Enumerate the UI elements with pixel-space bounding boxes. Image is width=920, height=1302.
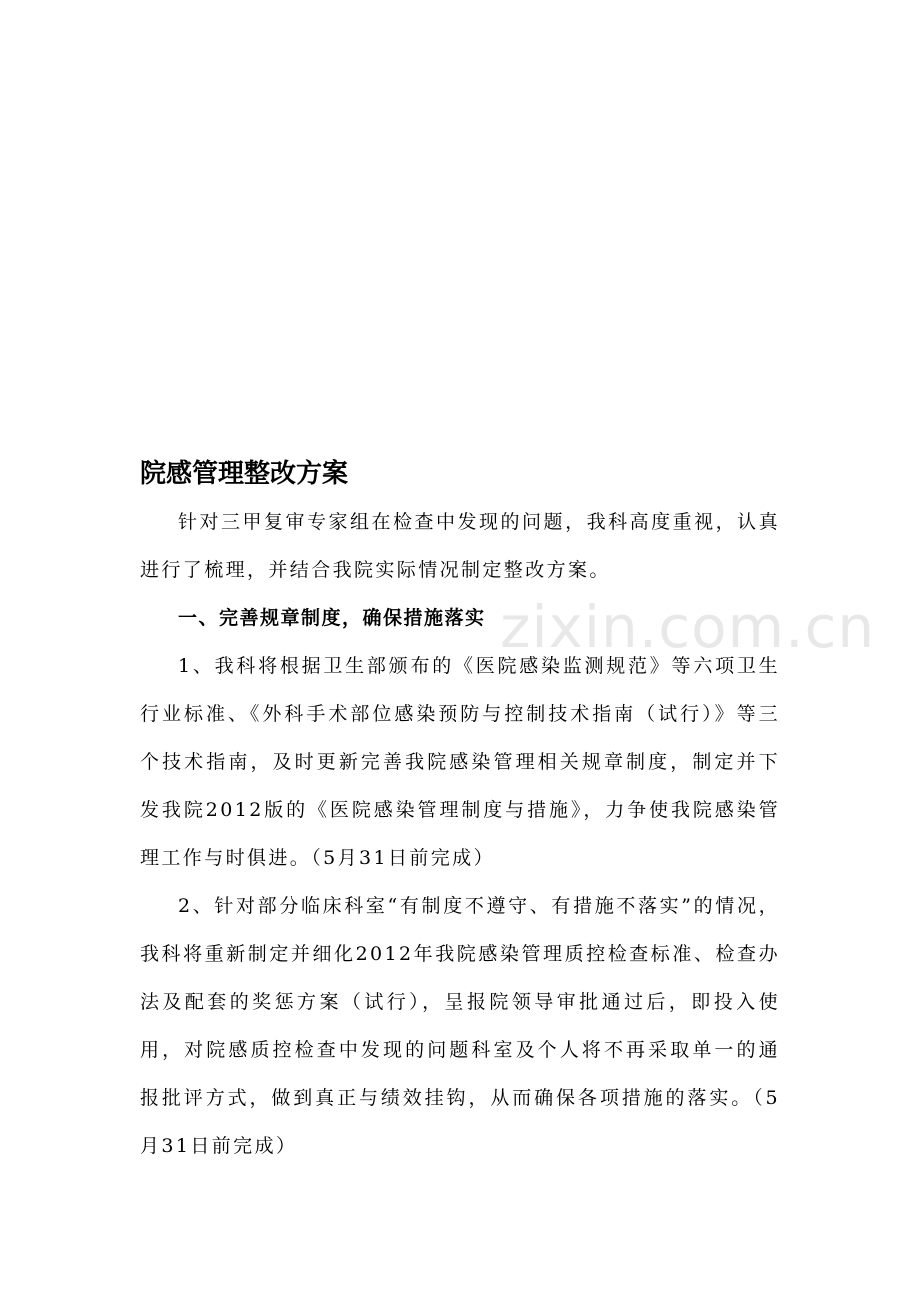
section-1-heading: 一、完善规章制度，确保措施落实 [178, 607, 486, 629]
document-title: 院感管理整改方案 [140, 459, 349, 489]
watermark: zixin.com.cn [500, 593, 876, 661]
item-1-paragraph: 1、我科将根据卫生部颁布的《医院感染监测规范》等六项卫生行业标准、《外科手术部位感染预防与控制技术指南（试行）》等三个技术指南，及时更新完善我院感染管理相关规章制度，制定并下发我院2012版的《医院感染管理制度与措施》，力争使我院感染管理工作与时俱进。（5月31日前完成） [140, 655, 780, 869]
intro-paragraph: 针对三甲复审专家组在检查中发现的问题，我科高度重视，认真进行了梳理，并结合我院实际情况制定整改方案。 [140, 511, 780, 581]
document-body [140, 450, 780, 1170]
item-2-paragraph: 2、针对部分临床科室“有制度不遵守、有措施不落实”的情况，我科将重新制定并细化2012年我院感染管理质控检查标准、检查办法及配套的奖惩方案（试行），呈报院领导审批通过后，即投入使用，对院感质控检查中发现的问题科室及个人将不再采取单一的通报批评方式，做到真正与绩效挂钩，从而确保各项措施的落实。（5月31日前完成） [140, 895, 780, 1157]
